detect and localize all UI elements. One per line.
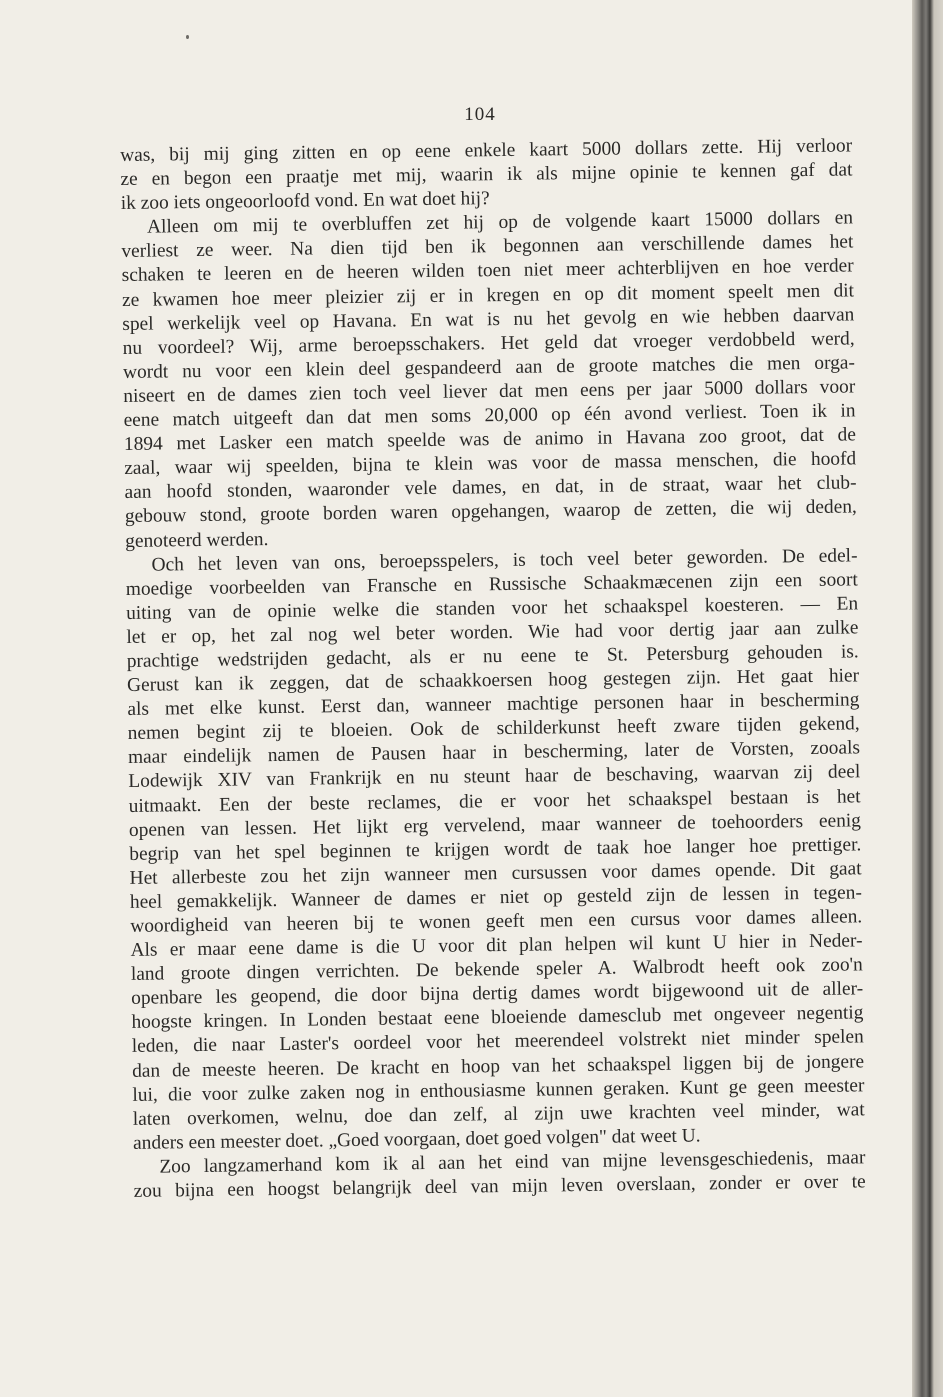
text-line: genoteerd werden.	[125, 528, 269, 552]
text-line: 1894 met Lasker een match speelde was de animo in Havana zoo groot, dat de	[123, 424, 857, 456]
text-line: laten overkomen, welnu, doe dan zelf, al zijn uwe krachten veel minder, wat	[132, 1099, 865, 1130]
text-line: uitmaakt. Een der beste reclames, die er voor het schaakspel bestaan is het	[128, 785, 861, 817]
text-line: nemen begint zij te bloeien. Ook de schilderkunst heeft zware tijden gekend,	[127, 713, 860, 745]
text-line: schaken te leeren en de heeren wilden toen niet meer achterblijven en hoe verder	[121, 255, 854, 287]
book-spine-edge	[912, 0, 943, 1397]
text-line: eene match uitgeeft dan dat men soms 20,000 op één avond verliest. Toen ik in	[123, 400, 856, 432]
text-line: Als er maar eene dame is die U voor dit plan helpen wil kunt U hier in Neder-	[130, 930, 863, 962]
text-line: let er op, het zal nog wel beter worden. Wie had voor dertig jaar aan zulke	[126, 617, 859, 648]
text-line: spel werkelijk veel op Havana. En wat is nu het gevolg en wie hebben daarvan	[122, 304, 855, 335]
text-line: Och het leven van ons, beroepsspelers, is toch veel beter geworden. De edel-	[151, 544, 858, 576]
text-line: anders een meester doet. „Goed voorgaan, doet goed volgen" dat weet U.	[132, 1125, 701, 1154]
text-line: prachtige wedstrijden gedacht, als er nu eene te St. Petersburg gehouden is.	[126, 641, 859, 672]
ink-speck	[186, 35, 189, 39]
text-line: Gerust kan ik zeggen, dat de schaakkoersen hoog gestegen zijn. Het gaat hier	[126, 665, 860, 697]
text-line: niseert en de dames zien toch veel liever dat men eens per jaar 5000 dollars voor	[123, 376, 856, 407]
text-line: maar eindelijk namen de Pausen haar in bescherming, later de Vorsten, zooals	[127, 737, 861, 769]
text-line: wordt nu voor een klein deel gespandeerd aan de groote matches die men orga-	[122, 352, 856, 383]
text-line: land groote dingen verrichten. De bekende speler A. Walbrodt heeft ook zoo'n	[130, 954, 863, 986]
text-line: openbare les geopend, die door bijna dertig dames wordt bijgewoond uit de aller-	[131, 978, 864, 1010]
text-line: hoogste kringen. In Londen bestaat eene bloeiende damesclub met ongeveer negentig	[131, 1002, 864, 1034]
text-line: dan de meeste heeren. De kracht en hoop van het schaakspel liggen bij de jongere	[131, 1050, 865, 1082]
text-line: ze kwamen hoe meer pleizier zij er in kregen en op dit moment speelt men dit	[121, 279, 855, 311]
text-line: was, bij mij ging zitten en op eene enkele kaart 5000 dollars zette. Hij verloor	[120, 135, 853, 166]
page-number: 104	[464, 104, 496, 125]
text-line: Zoo langzamerhand kom ik al aan het eind van mijne levensgeschiedenis, maar	[159, 1147, 866, 1178]
body-text	[120, 134, 866, 1204]
text-line: begrip van het spel beginnen te krijgen wordt de taak hoe langer hoe prettiger.	[129, 834, 862, 865]
text-line: zaal, waar wij speelden, bijna te klein was voor de massa menschen, die hoofd	[124, 448, 857, 480]
text-line: ik zoo iets ongeoorloofd vond. En wat doet hij?	[120, 188, 490, 215]
text-line: nu voordeel? Wij, arme beroepsschakers. Het geld dat vroeger verdobbeld werd,	[122, 328, 855, 359]
text-line: uiting van de opinie welke die standen voor het schaakspel koesteren. — En	[126, 593, 859, 624]
text-line: moedige voorbeelden van Fransche en Russische Schaakmæcenen zijn een soort	[125, 569, 858, 600]
text-line: Alleen om mij te overbluffen zet hij op de volgende kaart 15000 dollars en	[146, 207, 854, 238]
text-line: zou bijna een hoogst belangrijk deel van mijn leven overslaan, zonder er over te	[133, 1171, 866, 1202]
text-line: ze en begon een praatje met mij, waarin ik als mijne opinie te kennen gaf dat	[120, 159, 853, 191]
text-line: openen van lessen. Het lijkt erg vervelend, maar wanneer de toehoorders eenig	[128, 809, 862, 841]
text-line: als met elke kunst. Eerst dan, wanneer machtige personen haar in bescherming	[127, 689, 860, 721]
text-line: Lodewijk XIV van Frankrijk en nu steunt haar de beschaving, waarvan zij deel	[128, 761, 861, 793]
text-line: verliest ze weer. Na dien tijd ben ik begonnen aan verschillende dames het	[121, 231, 854, 263]
text-line: aan hoofd stonden, waaronder vele dames, en dat, in de straat, waar het club-	[124, 472, 857, 504]
text-line: gebouw stond, groote borden waren opgehangen, waarop de zetten, die wij deden,	[124, 496, 857, 528]
text-line: woordigheid van heeren bij te wonen geeft men een cursus voor dames alleen.	[130, 906, 863, 937]
text-line: lui, die voor zulke zaken nog in enthousiasme kunnen geraken. Kunt ge geen meester	[132, 1074, 865, 1106]
text-line: heel gemakkelijk. Wanneer de dames er niet op gesteld zijn de lessen in tegen-	[129, 882, 863, 913]
text-line: Het allerbeste zou het zijn wanneer men cursussen voor dames opende. Dit gaat	[129, 858, 862, 889]
text-line: leden, die naar Laster's oordeel voor het meerendeel volstrekt niet minder spelen	[131, 1026, 864, 1058]
